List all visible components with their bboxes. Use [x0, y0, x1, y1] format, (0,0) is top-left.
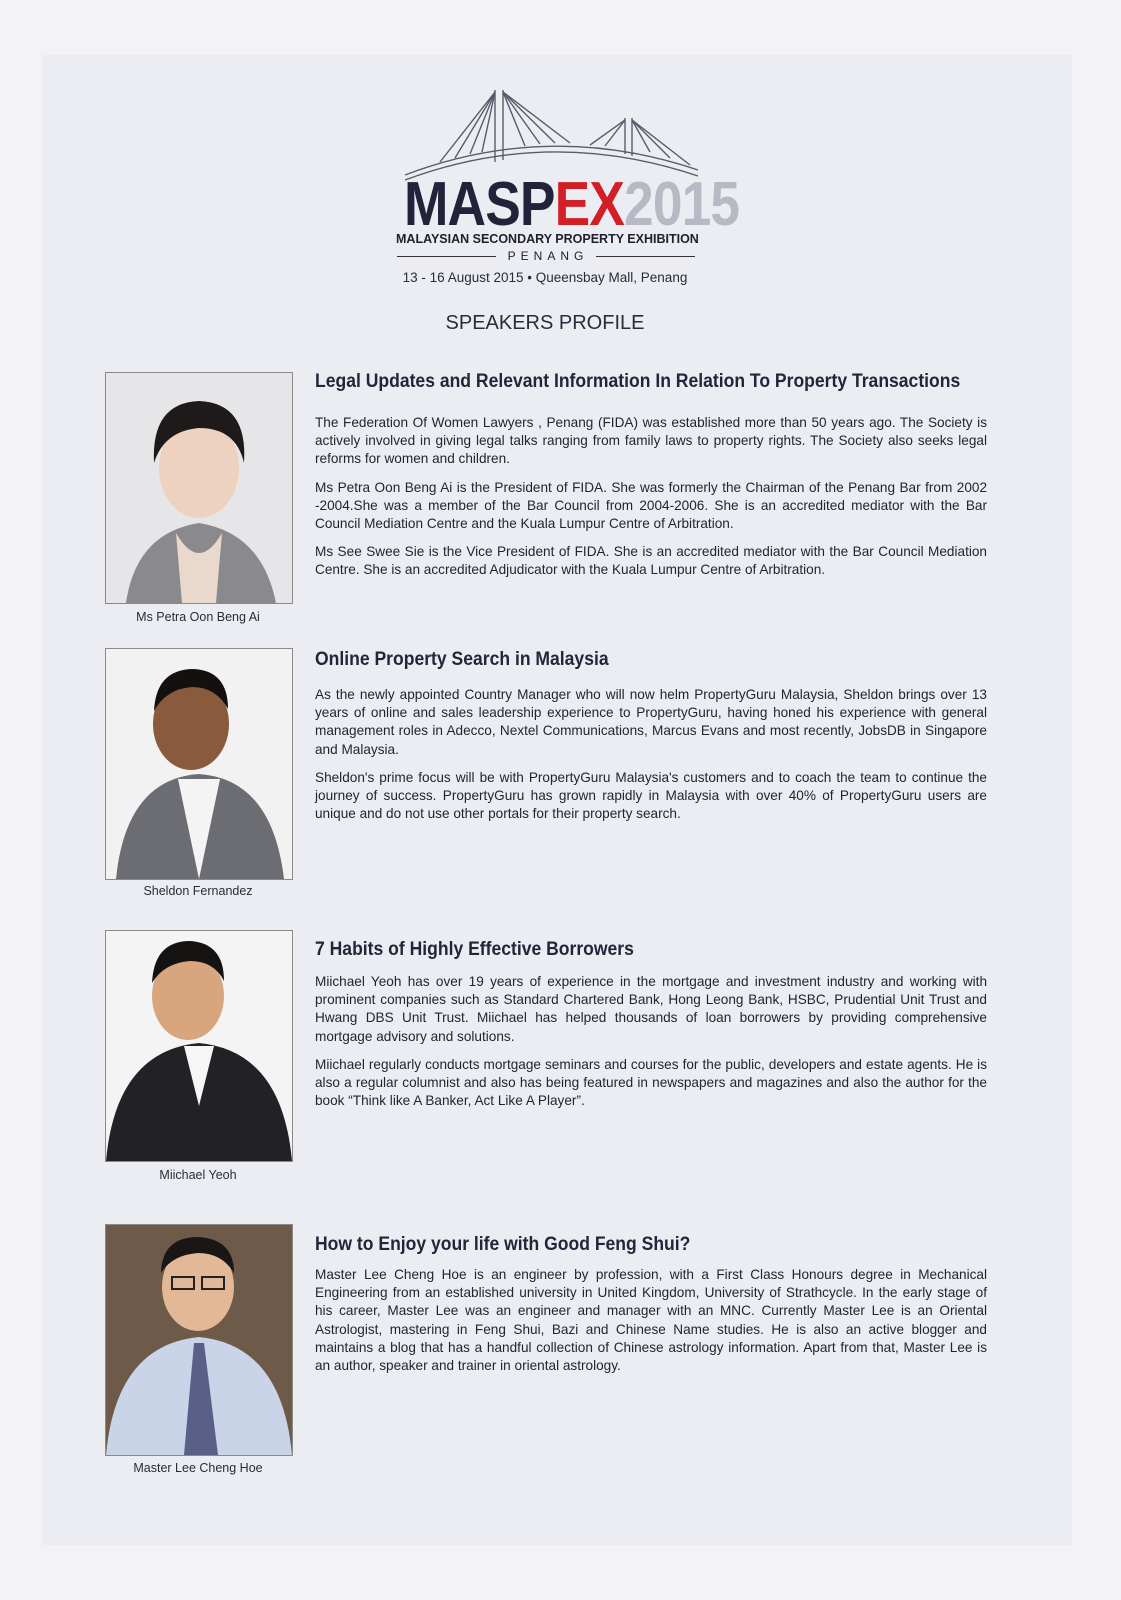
- speaker-name: Master Lee Cheng Hoe: [133, 1461, 263, 1475]
- bio-paragraph: Ms Petra Oon Beng Ai is the President of FIDA. She was formerly the Chairman of the Penang Bar from 2002 -2004.She was a member of the Bar Council from 2004-2006. She is an accredited mediator with the Bar Council Mediation Centre and the Kuala Lumpur Centre of Arbitration.: [315, 479, 987, 532]
- page-title: SPEAKERS PROFILE: [445, 312, 645, 334]
- bio-paragraph: Miichael regularly conducts mortgage seminars and courses for the public, developers and estate agents. He is also a regular columnist and also has being featured in newspapers and magazines and also the author for the book “Think like A Banker, Act Like A Player”.: [315, 1056, 987, 1109]
- speaker-bio: [315, 414, 987, 590]
- logo-city: PENANG: [397, 249, 695, 263]
- speaker-photo-lee: [105, 1224, 293, 1456]
- speaker-topic: How to Enjoy your life with Good Feng Shui?: [315, 1233, 691, 1255]
- bio-paragraph: Ms See Swee Sie is the Vice President of FIDA. She is an accredited mediator with the Bar Council Mediation Centre. She is an accredited Adjudicator with the Kuala Lumpur Centre of Arbitration.: [315, 544, 987, 578]
- speaker-bio: [315, 1266, 987, 1385]
- bio-paragraph: Miichael Yeoh has over 19 years of experience in the mortgage and investment industry and working with prominent companies such as Standard Chartered Bank, Hong Leong Bank, HSBC, Prudential Unit Trust and Hwang DBS Unit Trust. Miichael has helped thousands of loan borrowers by providing comprehensive mortgage advisory and solutions.: [315, 974, 987, 1044]
- bio-paragraph: The Federation Of Women Lawyers , Penang (FIDA) was established more than 50 years ago. The Society is actively involved in giving legal talks ranging from family laws to property rights. The Society also seeks legal reforms for women and children.: [315, 415, 987, 467]
- portrait-icon: [106, 931, 292, 1161]
- maspex-logo: [390, 80, 740, 300]
- speaker-photo-miichael: [105, 930, 293, 1162]
- portrait-icon: [106, 649, 292, 879]
- bio-paragraph: As the newly appointed Country Manager who will now helm PropertyGuru Malaysia, Sheldon brings over 13 years of online and sales leadership experience to PropertyGuru, having honed his experience with general management roles in Adecco, Nextel Communications, Marcus Evans and most recently, JobsDB in Singapore and Malaysia.: [315, 687, 987, 757]
- speaker-bio: [315, 973, 987, 1120]
- portrait-icon: [106, 1225, 292, 1455]
- speaker-bio: [315, 686, 987, 833]
- portrait-icon: [106, 373, 292, 603]
- event-date-venue: 13 - 16 August 2015 • Queensbay Mall, Penang: [402, 270, 688, 285]
- bio-paragraph: Master Lee Cheng Hoe is an engineer by profession, with a First Class Honours degree in Mechanical Engineering from an established university in United Kingdom, University of Strathcycle. In the early stage of his career, Master Lee was an engineer and manager with an MNC. Currently Master Lee is an Oriental Astrologist, mastering in Feng Shui, Bazi and Chinese Name studies. He is also an active blogger and maintains a blog that has a handful collection of Chinese astrology information. Apart from that, Master Lee is an author, speaker and trainer in oriental astrology.: [315, 1267, 987, 1374]
- speaker-photo-petra: [105, 372, 293, 604]
- speaker-topic: Online Property Search in Malaysia: [315, 648, 609, 670]
- speaker-name: Miichael Yeoh: [159, 1168, 237, 1182]
- speaker-name: Ms Petra Oon Beng Ai: [136, 610, 260, 624]
- speaker-topic: 7 Habits of Highly Effective Borrowers: [315, 938, 634, 960]
- speaker-topic: Legal Updates and Relevant Information In Relation To Property Transactions: [315, 370, 961, 392]
- speaker-name: Sheldon Fernandez: [143, 884, 253, 898]
- logo-subtitle: MALAYSIAN SECONDARY PROPERTY EXHIBITION: [396, 232, 699, 246]
- bio-paragraph: Sheldon's prime focus will be with PropertyGuru Malaysia's customers and to coach the team to continue the journey of success. PropertyGuru has grown rapidly in Malaysia with over 40% of PropertyGuru users are unique and do not use other portals for their property search.: [315, 769, 987, 822]
- speaker-photo-sheldon: [105, 648, 293, 880]
- logo-wordmark: MASPEX2015: [404, 170, 740, 239]
